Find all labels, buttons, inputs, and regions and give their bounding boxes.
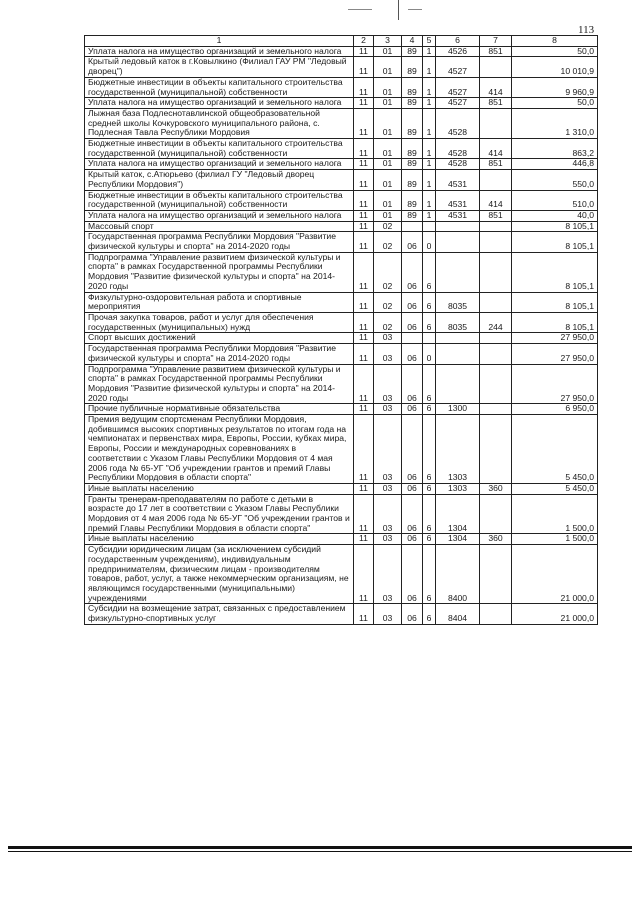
subsection-code-cell: 02 xyxy=(374,292,402,312)
target-code-cell xyxy=(436,221,480,232)
program-code-cell: 06 xyxy=(402,364,423,404)
program-code-cell: 06 xyxy=(402,312,423,332)
amount-cell: 10 010,9 xyxy=(512,57,598,77)
expense-type-code-cell xyxy=(480,232,512,252)
subprogram-code-cell: 6 xyxy=(423,494,436,534)
amount-cell: 446,8 xyxy=(512,159,598,170)
table-row xyxy=(85,57,598,77)
target-code-cell: 1304 xyxy=(436,494,480,534)
item-name-cell: Гранты тренерам-преподавателям по работе с детьми в возрасте до 17 лет в соответствии с Указом Главы Республики Мордовия от 4 мая 2006 года № 65-УГ "Об учреждении грантов и премий Главы Республики Мордовия в области спорта" xyxy=(85,494,354,534)
section-code-cell: 11 xyxy=(354,483,374,494)
target-code-cell xyxy=(436,333,480,344)
section-code-cell: 11 xyxy=(354,604,374,624)
program-code-cell xyxy=(402,221,423,232)
program-code-cell: 06 xyxy=(402,415,423,484)
table-row xyxy=(85,312,598,332)
amount-cell: 1 500,0 xyxy=(512,534,598,545)
target-code-cell: 4528 xyxy=(436,108,480,138)
item-name-cell: Прочая закупка товаров, работ и услуг для обеспечения государственных (муниципальных) нужд xyxy=(85,312,354,332)
target-code-cell: 4527 xyxy=(436,98,480,109)
table-row xyxy=(85,46,598,57)
subprogram-code-cell: 6 xyxy=(423,292,436,312)
table-row xyxy=(85,483,598,494)
program-code-cell: 89 xyxy=(402,170,423,190)
amount-cell: 1 500,0 xyxy=(512,494,598,534)
amount-cell: 50,0 xyxy=(512,98,598,109)
item-name-cell: Спорт высших достижений xyxy=(85,333,354,344)
subsection-code-cell: 01 xyxy=(374,57,402,77)
section-code-cell: 11 xyxy=(354,252,374,292)
amount-cell: 50,0 xyxy=(512,46,598,57)
amount-cell: 27 950,0 xyxy=(512,364,598,404)
item-name-cell: Бюджетные инвестиции в объекты капитального строительства государственной (муниципальной) собственности xyxy=(85,190,354,210)
item-name-cell: Государственная программа Республики Мордовия "Развитие физической культуры и спорта" на 2014-2020 годы xyxy=(85,232,354,252)
amount-cell: 9 960,9 xyxy=(512,77,598,97)
column-header: 4 xyxy=(402,36,423,47)
table-row xyxy=(85,364,598,404)
program-code-cell: 89 xyxy=(402,46,423,57)
table-row xyxy=(85,139,598,159)
program-code-cell: 06 xyxy=(402,604,423,624)
target-code-cell: 1304 xyxy=(436,534,480,545)
section-code-cell: 11 xyxy=(354,210,374,221)
expense-type-code-cell: 360 xyxy=(480,534,512,545)
amount-cell: 550,0 xyxy=(512,170,598,190)
amount-cell: 1 310,0 xyxy=(512,108,598,138)
expense-type-code-cell xyxy=(480,604,512,624)
item-name-cell: Физкультурно-оздоровительная работа и спортивные мероприятия xyxy=(85,292,354,312)
column-header: 6 xyxy=(436,36,480,47)
program-code-cell: 89 xyxy=(402,98,423,109)
subprogram-code-cell: 6 xyxy=(423,252,436,292)
amount-cell: 8 105,1 xyxy=(512,232,598,252)
table-row xyxy=(85,108,598,138)
program-code-cell: 06 xyxy=(402,404,423,415)
target-code-cell: 4531 xyxy=(436,190,480,210)
scan-mark xyxy=(348,9,372,10)
subsection-code-cell: 03 xyxy=(374,483,402,494)
table-row xyxy=(85,210,598,221)
subsection-code-cell: 01 xyxy=(374,170,402,190)
column-header: 7 xyxy=(480,36,512,47)
table-row xyxy=(85,534,598,545)
item-name-cell: Крытый ледовый каток в г.Ковылкино (Филиал ГАУ РМ "Ледовый дворец") xyxy=(85,57,354,77)
subsection-code-cell: 03 xyxy=(374,494,402,534)
item-name-cell: Крытый каток, с.Атюрьево (филиал ГУ "Ледовый дворец Республики Мордовия") xyxy=(85,170,354,190)
section-code-cell: 11 xyxy=(354,108,374,138)
subprogram-code-cell: 6 xyxy=(423,404,436,415)
expense-type-code-cell xyxy=(480,494,512,534)
scan-mark xyxy=(398,0,399,20)
amount-cell: 8 105,1 xyxy=(512,292,598,312)
table-row xyxy=(85,344,598,364)
table-row xyxy=(85,221,598,232)
section-code-cell: 11 xyxy=(354,415,374,484)
table-row xyxy=(85,159,598,170)
section-code-cell: 11 xyxy=(354,545,374,604)
section-code-cell: 11 xyxy=(354,292,374,312)
section-code-cell: 11 xyxy=(354,57,374,77)
amount-cell: 21 000,0 xyxy=(512,545,598,604)
subprogram-code-cell: 1 xyxy=(423,210,436,221)
item-name-cell: Субсидии юридическим лицам (за исключением субсидий государственным учреждениям), индивидуальным предпринимателям, физическим лицам - производителям товаров, работ, услуг, а также некоммерческим организациям, не являющимся государственными (муниципальными) учреждениями xyxy=(85,545,354,604)
subprogram-code-cell: 1 xyxy=(423,170,436,190)
target-code-cell: 4531 xyxy=(436,210,480,221)
section-code-cell: 11 xyxy=(354,534,374,545)
section-code-cell: 11 xyxy=(354,77,374,97)
item-name-cell: Субсидии на возмещение затрат, связанных с предоставлением физкультурно-спортивных услуг xyxy=(85,604,354,624)
subprogram-code-cell: 6 xyxy=(423,312,436,332)
expense-type-code-cell xyxy=(480,415,512,484)
target-code-cell xyxy=(436,252,480,292)
subprogram-code-cell: 1 xyxy=(423,108,436,138)
amount-cell: 40,0 xyxy=(512,210,598,221)
subprogram-code-cell: 1 xyxy=(423,190,436,210)
item-name-cell: Уплата налога на имущество организаций и земельного налога xyxy=(85,159,354,170)
item-name-cell: Массовый спорт xyxy=(85,221,354,232)
section-code-cell: 11 xyxy=(354,364,374,404)
subsection-code-cell: 02 xyxy=(374,232,402,252)
target-code-cell: 1300 xyxy=(436,404,480,415)
program-code-cell: 06 xyxy=(402,344,423,364)
target-code-cell: 1303 xyxy=(436,415,480,484)
target-code-cell: 8404 xyxy=(436,604,480,624)
section-code-cell: 11 xyxy=(354,312,374,332)
subprogram-code-cell: 0 xyxy=(423,344,436,364)
program-code-cell: 06 xyxy=(402,232,423,252)
section-code-cell: 11 xyxy=(354,221,374,232)
item-name-cell: Бюджетные инвестиции в объекты капитального строительства государственной (муниципальной) собственности xyxy=(85,139,354,159)
program-code-cell xyxy=(402,333,423,344)
subprogram-code-cell: 0 xyxy=(423,232,436,252)
amount-cell: 27 950,0 xyxy=(512,344,598,364)
item-name-cell: Иные выплаты населению xyxy=(85,534,354,545)
target-code-cell xyxy=(436,364,480,404)
column-header: 8 xyxy=(512,36,598,47)
amount-cell: 8 105,1 xyxy=(512,312,598,332)
section-code-cell: 11 xyxy=(354,170,374,190)
footer-rule xyxy=(8,846,632,849)
target-code-cell: 4528 xyxy=(436,159,480,170)
amount-cell: 8 105,1 xyxy=(512,221,598,232)
amount-cell: 8 105,1 xyxy=(512,252,598,292)
subprogram-code-cell: 1 xyxy=(423,139,436,159)
subprogram-code-cell: 6 xyxy=(423,534,436,545)
target-code-cell: 4527 xyxy=(436,57,480,77)
section-code-cell: 11 xyxy=(354,98,374,109)
amount-cell: 510,0 xyxy=(512,190,598,210)
amount-cell: 5 450,0 xyxy=(512,415,598,484)
table-row xyxy=(85,545,598,604)
target-code-cell: 4527 xyxy=(436,77,480,97)
column-header: 1 xyxy=(85,36,354,47)
expense-type-code-cell: 414 xyxy=(480,77,512,97)
program-code-cell: 06 xyxy=(402,494,423,534)
amount-cell: 5 450,0 xyxy=(512,483,598,494)
expense-type-code-cell xyxy=(480,344,512,364)
expense-type-code-cell: 360 xyxy=(480,483,512,494)
target-code-cell: 4528 xyxy=(436,139,480,159)
column-header: 5 xyxy=(423,36,436,47)
subsection-code-cell: 01 xyxy=(374,210,402,221)
subprogram-code-cell: 6 xyxy=(423,364,436,404)
table-row xyxy=(85,415,598,484)
program-code-cell: 06 xyxy=(402,545,423,604)
subsection-code-cell: 02 xyxy=(374,221,402,232)
target-code-cell: 4526 xyxy=(436,46,480,57)
subsection-code-cell: 02 xyxy=(374,312,402,332)
program-code-cell: 06 xyxy=(402,534,423,545)
amount-cell: 6 950,0 xyxy=(512,404,598,415)
subprogram-code-cell: 6 xyxy=(423,545,436,604)
subsection-code-cell: 01 xyxy=(374,77,402,97)
subsection-code-cell: 03 xyxy=(374,344,402,364)
subprogram-code-cell: 6 xyxy=(423,604,436,624)
target-code-cell xyxy=(436,344,480,364)
expense-type-code-cell: 414 xyxy=(480,190,512,210)
item-name-cell: Государственная программа Республики Мордовия "Развитие физической культуры и спорта" на 2014-2020 годы xyxy=(85,344,354,364)
table-row xyxy=(85,333,598,344)
section-code-cell: 11 xyxy=(354,232,374,252)
table-row xyxy=(85,98,598,109)
program-code-cell: 89 xyxy=(402,139,423,159)
subsection-code-cell: 03 xyxy=(374,333,402,344)
program-code-cell: 89 xyxy=(402,77,423,97)
program-code-cell: 89 xyxy=(402,108,423,138)
scan-mark xyxy=(408,9,422,10)
subprogram-code-cell: 1 xyxy=(423,77,436,97)
section-code-cell: 11 xyxy=(354,190,374,210)
program-code-cell: 89 xyxy=(402,57,423,77)
subsection-code-cell: 03 xyxy=(374,604,402,624)
table-row xyxy=(85,252,598,292)
subprogram-code-cell: 1 xyxy=(423,46,436,57)
target-code-cell: 8035 xyxy=(436,312,480,332)
table-row xyxy=(85,190,598,210)
subsection-code-cell: 01 xyxy=(374,46,402,57)
expense-type-code-cell: 851 xyxy=(480,159,512,170)
section-code-cell: 11 xyxy=(354,344,374,364)
expense-type-code-cell: 851 xyxy=(480,210,512,221)
target-code-cell: 8035 xyxy=(436,292,480,312)
expense-type-code-cell xyxy=(480,221,512,232)
amount-cell: 863,2 xyxy=(512,139,598,159)
expense-type-code-cell xyxy=(480,252,512,292)
table-row xyxy=(85,604,598,624)
program-code-cell: 06 xyxy=(402,483,423,494)
footer-rule xyxy=(8,851,632,852)
subprogram-code-cell: 1 xyxy=(423,159,436,170)
subprogram-code-cell: 1 xyxy=(423,98,436,109)
table-row xyxy=(85,77,598,97)
expense-type-code-cell xyxy=(480,292,512,312)
item-name-cell: Лыжная база Подлеснотавлинской общеобразовательной средней школы Кочкуровского муниципального района, с. Подлесная Тавла Республики Мордовия xyxy=(85,108,354,138)
item-name-cell: Бюджетные инвестиции в объекты капитального строительства государственной (муниципальной) собственности xyxy=(85,77,354,97)
item-name-cell: Премия ведущим спортсменам Республики Мордовия, добившимся высоких спортивных результатов по итогам года на чемпионатах и первенствах мира, Европы, России, кубках мира, Европы, России и международных соревнованиях в соответствии с Указом Главы Республики Мордовия от 4 мая 2006 года № 65-УГ "Об учреждении грантов и премий Главы Республики Мордовия в области спорта" xyxy=(85,415,354,484)
subsection-code-cell: 01 xyxy=(374,98,402,109)
expense-type-code-cell: 414 xyxy=(480,139,512,159)
program-code-cell: 06 xyxy=(402,252,423,292)
table-row xyxy=(85,292,598,312)
subprogram-code-cell: 1 xyxy=(423,57,436,77)
amount-cell: 21 000,0 xyxy=(512,604,598,624)
item-name-cell: Уплата налога на имущество организаций и земельного налога xyxy=(85,98,354,109)
expense-type-code-cell xyxy=(480,57,512,77)
target-code-cell: 8400 xyxy=(436,545,480,604)
subprogram-code-cell xyxy=(423,333,436,344)
subprogram-code-cell: 6 xyxy=(423,483,436,494)
item-name-cell: Иные выплаты населению xyxy=(85,483,354,494)
table-row xyxy=(85,494,598,534)
program-code-cell: 89 xyxy=(402,159,423,170)
item-name-cell: Уплата налога на имущество организаций и земельного налога xyxy=(85,210,354,221)
item-name-cell: Прочие публичные нормативные обязательства xyxy=(85,404,354,415)
column-header: 2 xyxy=(354,36,374,47)
table-row xyxy=(85,170,598,190)
table-header-row xyxy=(85,36,598,47)
target-code-cell xyxy=(436,232,480,252)
page-number: 113 xyxy=(578,24,595,36)
column-header: 3 xyxy=(374,36,402,47)
expense-type-code-cell: 244 xyxy=(480,312,512,332)
target-code-cell: 1303 xyxy=(436,483,480,494)
program-code-cell: 89 xyxy=(402,190,423,210)
subsection-code-cell: 01 xyxy=(374,139,402,159)
program-code-cell: 89 xyxy=(402,210,423,221)
section-code-cell: 11 xyxy=(354,46,374,57)
expense-type-code-cell: 851 xyxy=(480,46,512,57)
table-row xyxy=(85,232,598,252)
subsection-code-cell: 01 xyxy=(374,159,402,170)
subsection-code-cell: 03 xyxy=(374,534,402,545)
expense-type-code-cell xyxy=(480,404,512,415)
expense-type-code-cell xyxy=(480,545,512,604)
item-name-cell: Уплата налога на имущество организаций и земельного налога xyxy=(85,46,354,57)
subsection-code-cell: 03 xyxy=(374,415,402,484)
section-code-cell: 11 xyxy=(354,494,374,534)
subsection-code-cell: 02 xyxy=(374,252,402,292)
subprogram-code-cell: 6 xyxy=(423,415,436,484)
subprogram-code-cell xyxy=(423,221,436,232)
subsection-code-cell: 01 xyxy=(374,190,402,210)
section-code-cell: 11 xyxy=(354,404,374,415)
expense-type-code-cell xyxy=(480,170,512,190)
section-code-cell: 11 xyxy=(354,333,374,344)
expense-type-code-cell xyxy=(480,108,512,138)
target-code-cell: 4531 xyxy=(436,170,480,190)
budget-table xyxy=(84,35,598,625)
program-code-cell: 06 xyxy=(402,292,423,312)
subsection-code-cell: 03 xyxy=(374,364,402,404)
section-code-cell: 11 xyxy=(354,139,374,159)
expense-type-code-cell: 851 xyxy=(480,98,512,109)
item-name-cell: Подпрограмма "Управление развитием физической культуры и спорта" в рамках Государственной программы Республики Мордовия "Развитие физической культуры и спорта" на 2014-2020 годы xyxy=(85,252,354,292)
subsection-code-cell: 01 xyxy=(374,108,402,138)
amount-cell: 27 950,0 xyxy=(512,333,598,344)
expense-type-code-cell xyxy=(480,364,512,404)
table-body xyxy=(85,46,598,624)
table-row xyxy=(85,404,598,415)
subsection-code-cell: 03 xyxy=(374,545,402,604)
item-name-cell: Подпрограмма "Управление развитием физической культуры и спорта" в рамках Государственной программы Республики Мордовия "Развитие физической культуры и спорта" на 2014-2020 годы xyxy=(85,364,354,404)
section-code-cell: 11 xyxy=(354,159,374,170)
subsection-code-cell: 03 xyxy=(374,404,402,415)
expense-type-code-cell xyxy=(480,333,512,344)
